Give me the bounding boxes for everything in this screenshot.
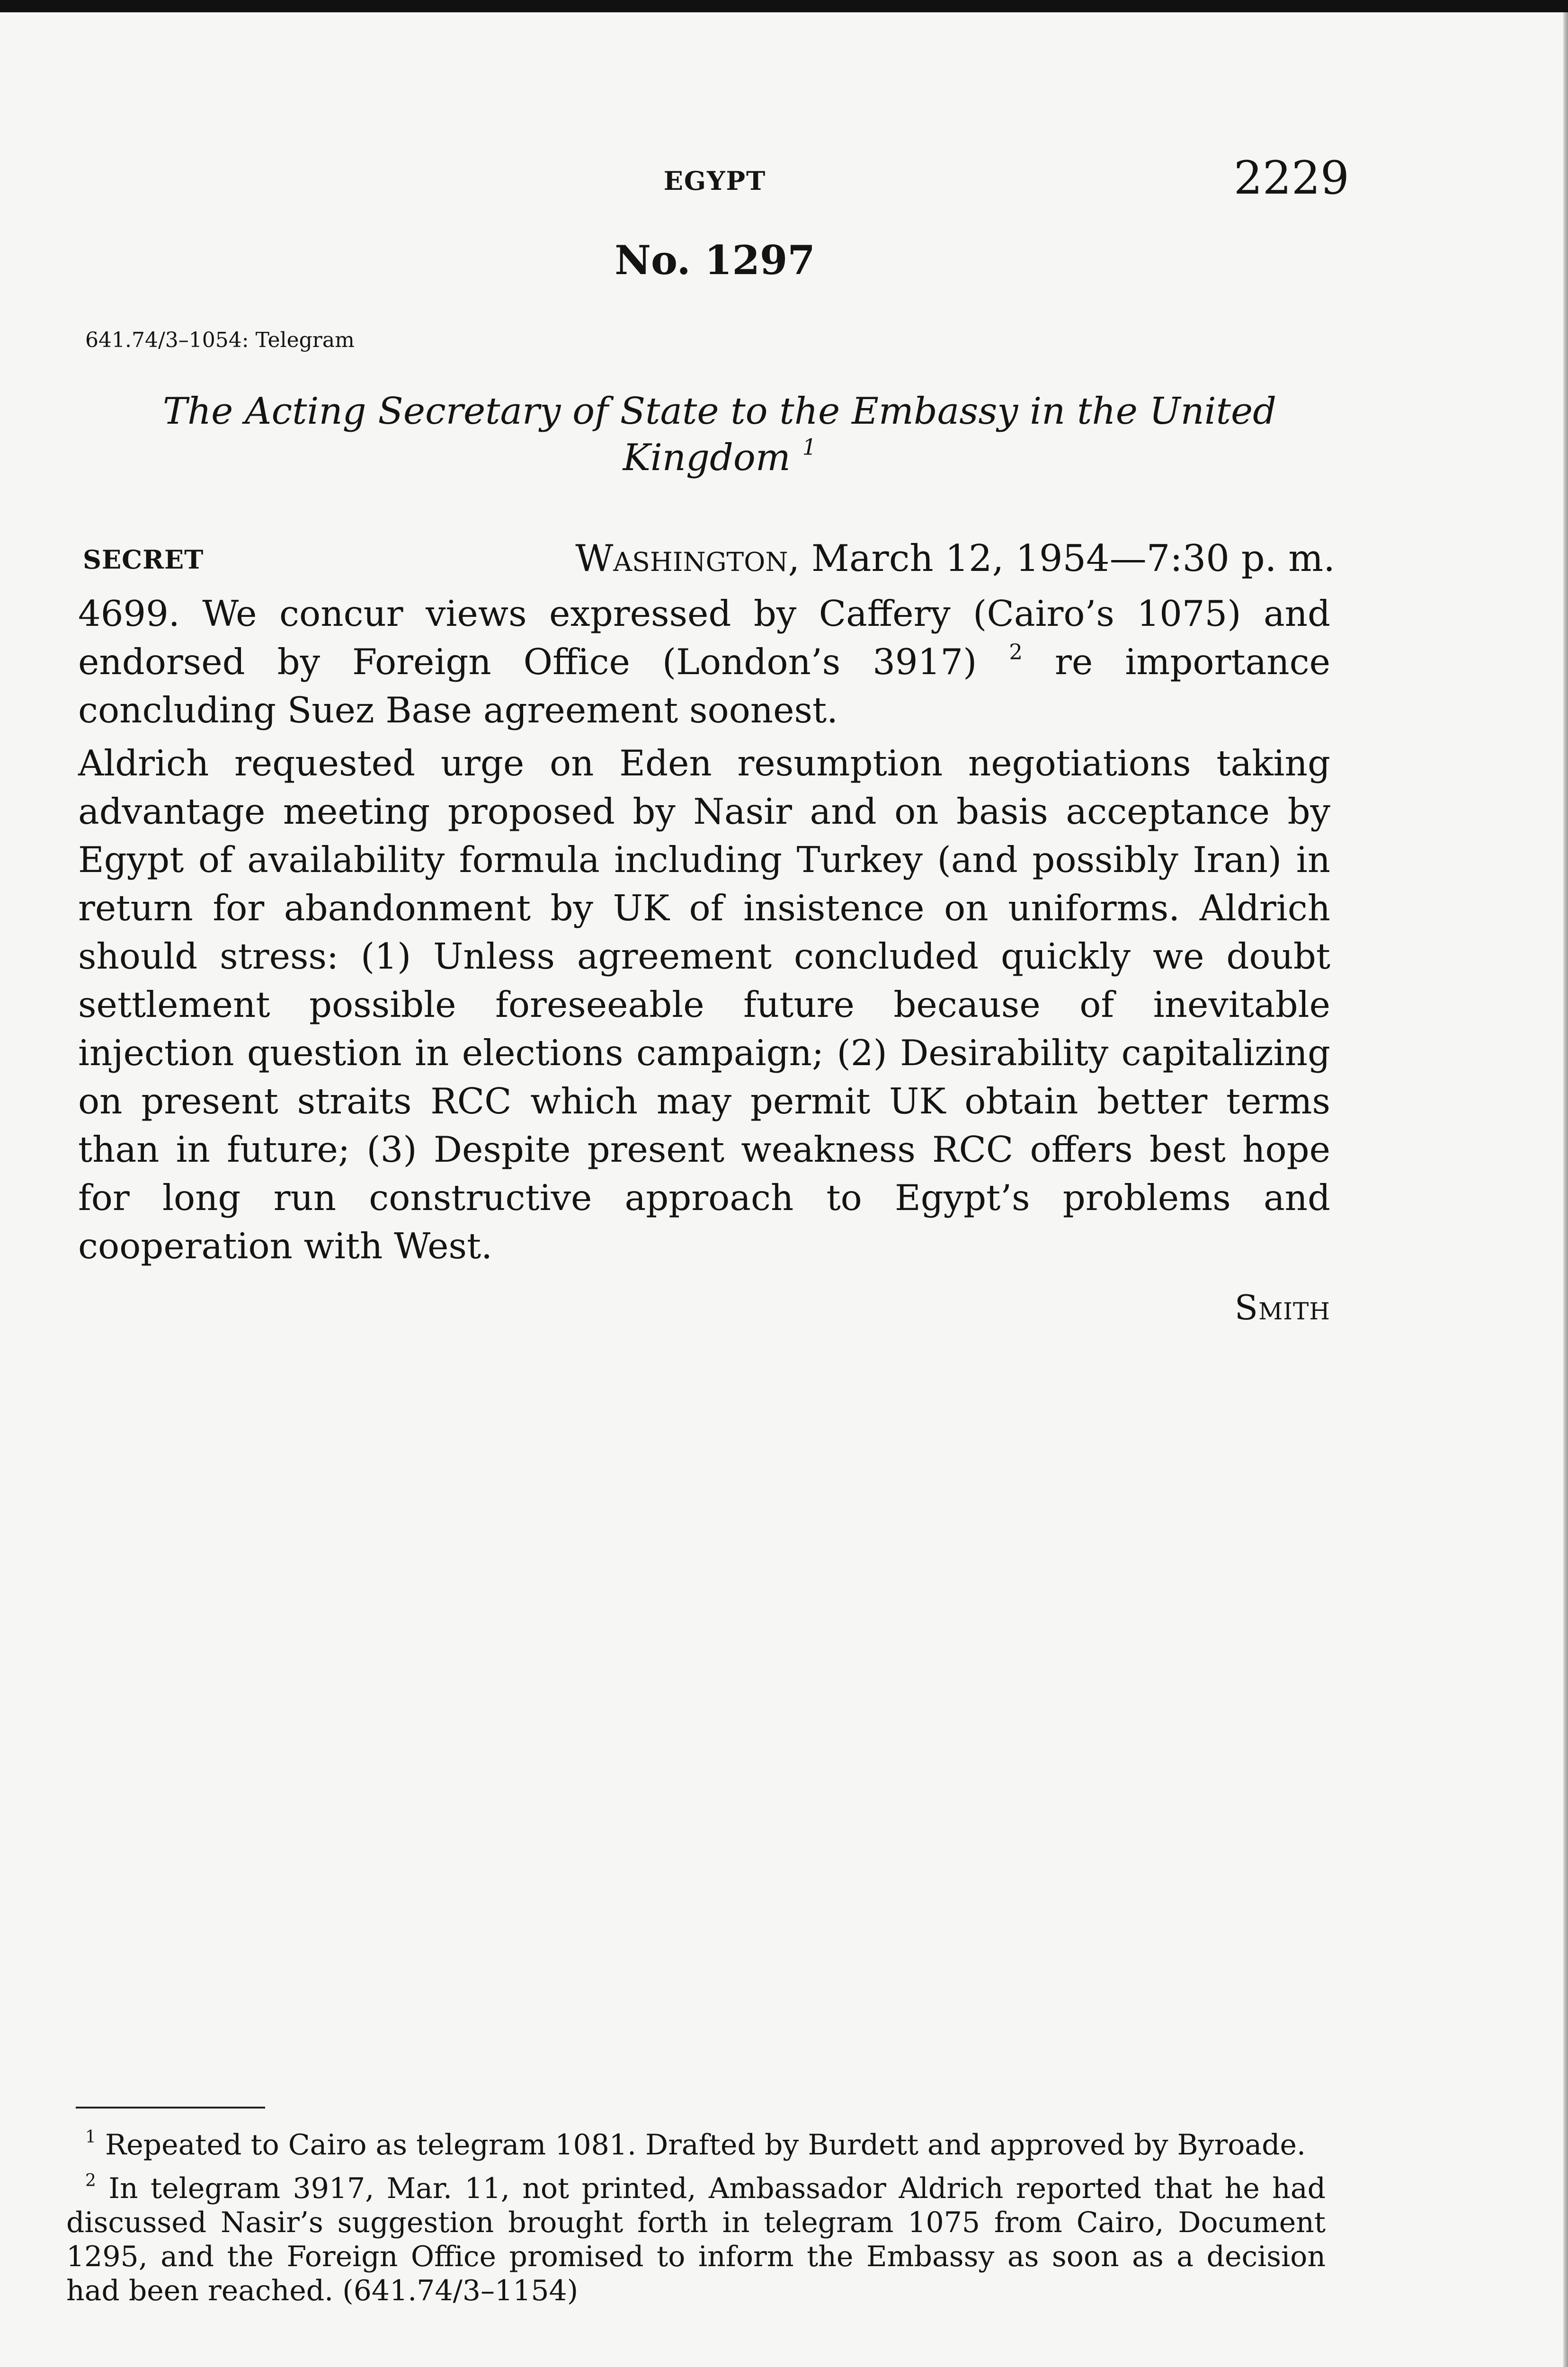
footnote-1 — [66, 2128, 1326, 2162]
paragraph-1-footnote-marker: 2 — [1009, 639, 1023, 665]
footnote-2-marker: 2 — [85, 2171, 96, 2190]
document-title — [156, 388, 1283, 481]
footnote-2 — [66, 2171, 1326, 2308]
footnote-1-marker: 1 — [85, 2127, 96, 2147]
footnote-2-text: In telegram 3917, Mar. 11, not printed, Ambassador Aldrich reported that he had discussed Nasir’s suggestion brought forth in telegram 1075 from Cairo, Document 1295, and the Foreign Office promised to inform the Embassy as soon as a decision had been reached. (641.74/3–1154) — [66, 2172, 1326, 2307]
footnotes — [66, 2128, 1326, 2317]
dateline — [549, 537, 1335, 580]
footnote-1-text: Repeated to Cairo as telegram 1081. Drafted by Burdett and approved by Byroade. — [105, 2128, 1306, 2162]
paragraph-1-text-b: re importance concluding Suez Base agreement soonest. — [78, 641, 1330, 731]
telegram-body — [78, 589, 1330, 1270]
page-number: 2229 — [1233, 151, 1349, 205]
paragraph-1 — [78, 589, 1330, 734]
file-reference: 641.74/3–1054: Telegram — [85, 328, 355, 352]
footnote-divider — [76, 2107, 265, 2109]
running-head: EGYPT — [663, 166, 766, 196]
dateline-place: Washington, — [575, 537, 800, 580]
document-title-text: The Acting Secretary of State to the Embassy in the United Kingdom — [162, 390, 1277, 479]
title-footnote-marker: 1 — [802, 435, 817, 461]
document-number: No. 1297 — [615, 237, 815, 284]
paragraph-2: Aldrich requested urge on Eden resumption negotiations taking advantage meeting proposed by Nasir and on basis acceptance by Egypt of availability formula including Turkey (and possibly Iran) in return for abandonment by UK of insistence on uniforms. Aldrich should stress: (1) Unless agreement concluded quickly we doubt settlement possible foreseeable future because of inevitable injection question in elections campaign; (2) Desirability capitalizing on present straits RCC which may permit UK obtain better terms than in future; (3) Despite present weakness RCC offers best hope for long run constructive approach to Egypt’s problems and cooperation with West. — [78, 742, 1330, 1267]
classification-label: SECRET — [83, 544, 204, 575]
paragraph-1-text-a: 4699. We concur views expressed by Caffery (Cairo’s 1075) and endorsed by Foreign Office (London’s 3917) — [78, 593, 1330, 683]
dateline-date: March 12, 1954—7:30 p. m. — [811, 537, 1335, 580]
signature: Smith — [1234, 1288, 1330, 1327]
